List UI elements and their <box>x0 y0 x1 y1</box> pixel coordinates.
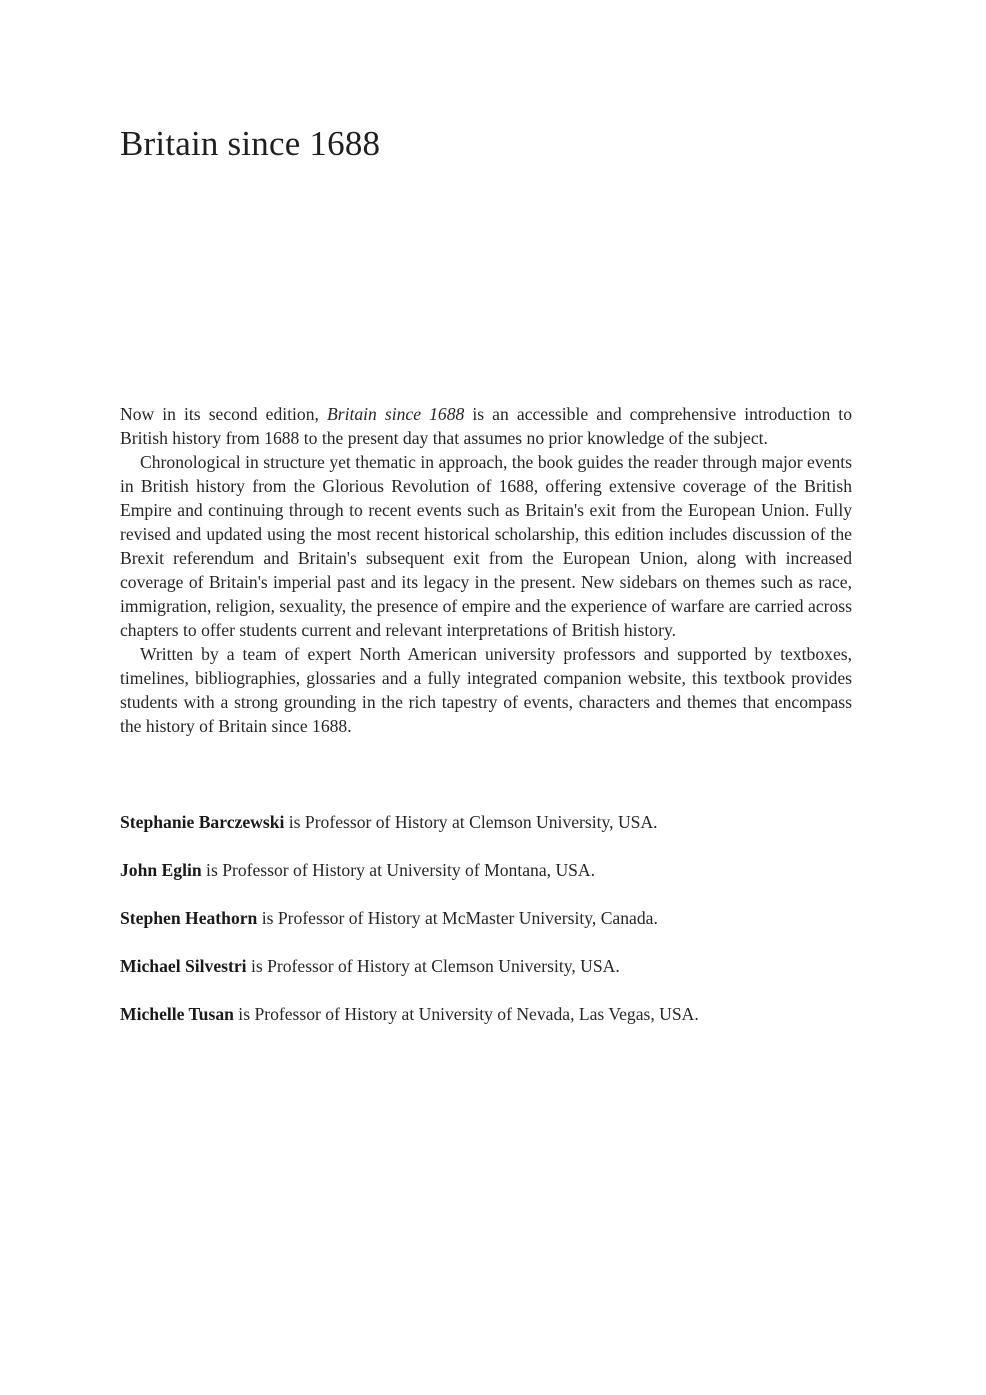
author-bio <box>120 810 880 834</box>
author-role: is Professor of History at Clemson University, USA. <box>246 956 620 976</box>
author-role: is Professor of History at University of Montana, USA. <box>201 860 596 880</box>
author-bio <box>120 906 880 930</box>
author-role: is Professor of History at Clemson University, USA. <box>284 812 658 832</box>
blurb-paragraph-2: Chronological in structure yet thematic in approach, the book guides the reader through major events in British history from the Glorious Revolution of 1688, offering extensive coverage of the British Empire and continuing through to recent events such as Britain's exit from the European Union. Fully revised and updated using the most recent historical scholarship, this edition includes discussion of the Brexit referendum and Britain's subsequent exit from the European Union, along with increased coverage of Britain's imperial past and its legacy in the present. New sidebars on themes such as race, immigration, religion, sexuality, the presence of empire and the experience of warfare are carried across chapters to offer students current and relevant interpretations of British history. <box>120 452 852 640</box>
author-name: Stephanie Barczewski <box>120 812 285 832</box>
blurb-paragraph-3: Written by a team of expert North American university professors and supported by textboxes, timelines, bibliographies, glossaries and a fully integrated companion website, this textbook provides students with a strong grounding in the rich tapestry of events, characters and themes that encompass the history of Britain since 1688. <box>120 644 852 736</box>
blurb-p1-rest: is an accessible and comprehensive introduction to British history from 1688 to the present day that assumes no prior knowledge of the subject. <box>120 404 852 448</box>
book-title: Britain since 1688 <box>120 124 381 163</box>
author-bio <box>120 858 880 882</box>
blurb-p1-title-italic: Britain since 1688 <box>326 404 465 424</box>
blurb-paragraph-1 <box>120 402 852 450</box>
book-blurb <box>120 402 852 738</box>
author-role: is Professor of History at McMaster University, Canada. <box>257 908 658 928</box>
author-name: Michael Silvestri <box>120 956 247 976</box>
author-bio <box>120 954 880 978</box>
author-name: John Eglin <box>120 860 202 880</box>
blurb-p1-lead: Now in its second edition, <box>120 404 327 424</box>
author-name: Michelle Tusan <box>120 1004 234 1024</box>
author-role: is Professor of History at University of Nevada, Las Vegas, USA. <box>233 1004 699 1024</box>
author-name: Stephen Heathorn <box>120 908 258 928</box>
author-bio <box>120 1002 880 1026</box>
author-bios <box>120 810 880 1050</box>
